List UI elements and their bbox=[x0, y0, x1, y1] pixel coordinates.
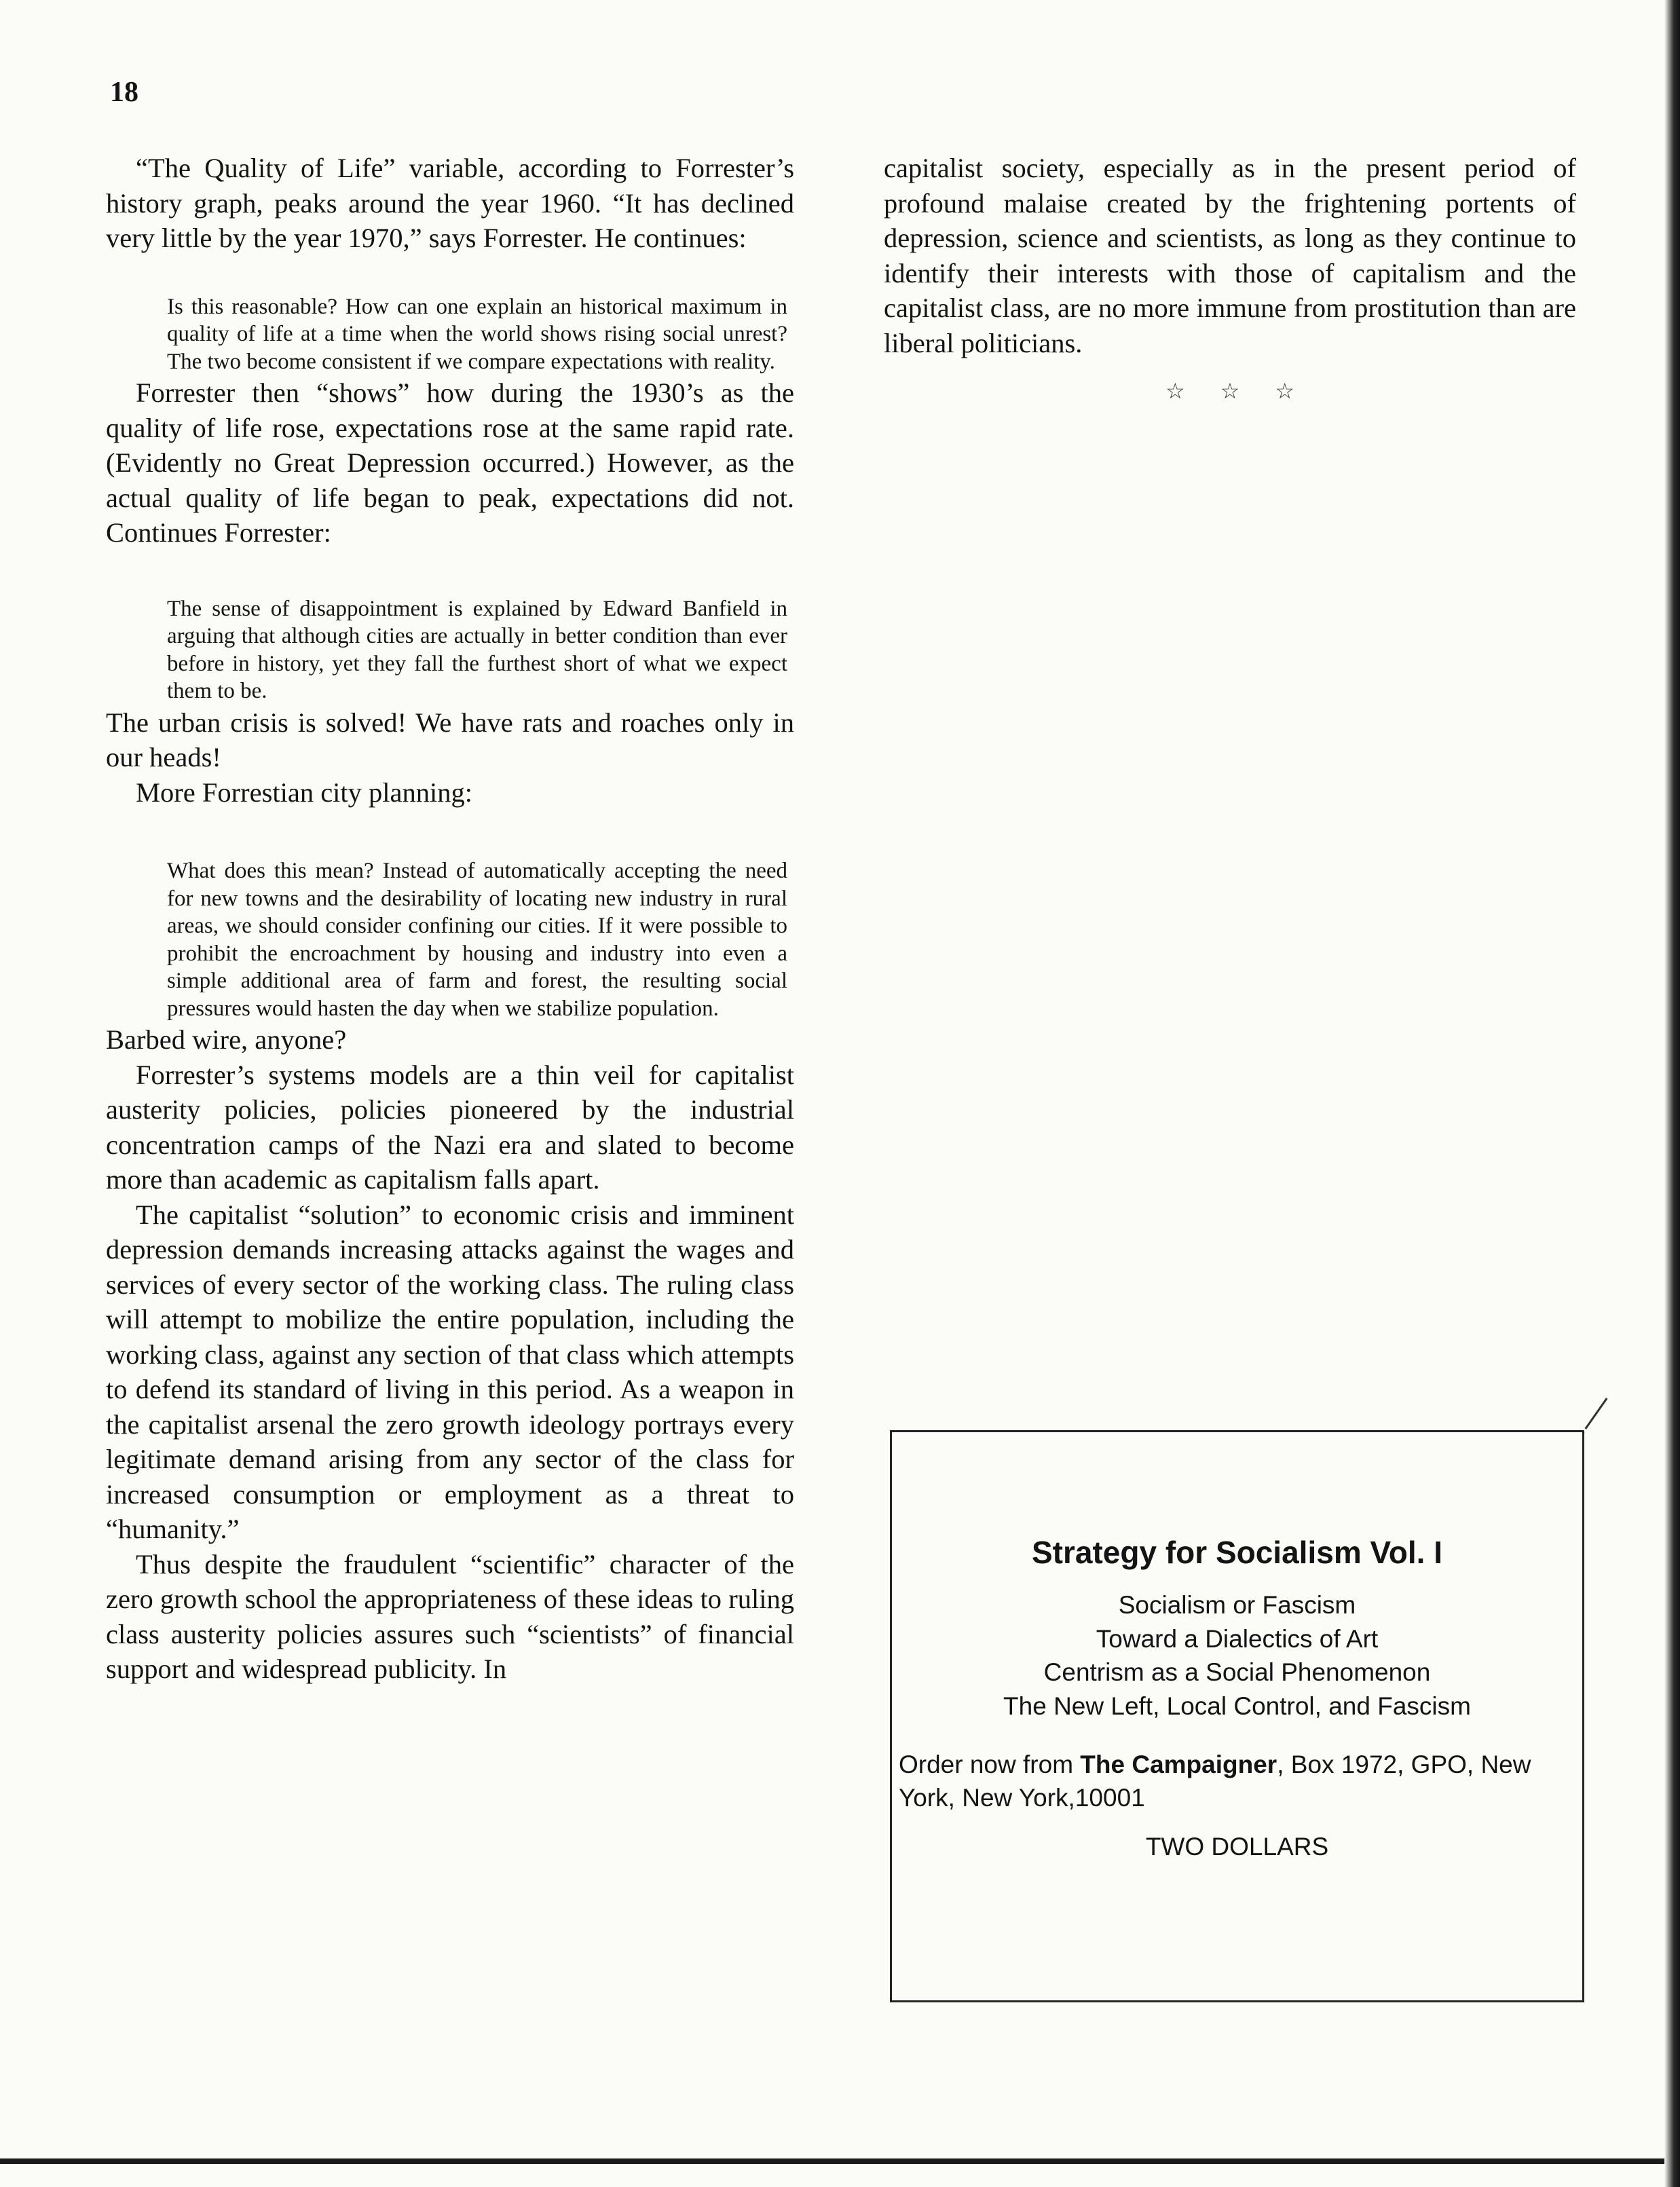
page-edge-shadow bbox=[1664, 0, 1680, 2187]
ad-title: Strategy for Socialism Vol. I bbox=[1032, 1535, 1442, 1570]
left-column bbox=[106, 151, 794, 1687]
page-number: 18 bbox=[110, 77, 138, 108]
ad-item: Toward a Dialectics of Art bbox=[1096, 1624, 1379, 1653]
publisher-name: The Campaigner bbox=[1080, 1751, 1277, 1778]
paragraph: The urban crisis is solved! We have rats and roaches only in our heads! bbox=[106, 707, 794, 772]
paragraph: More Forrestian city planning: bbox=[136, 777, 473, 808]
box-corner-mark bbox=[1584, 1398, 1607, 1429]
order-prefix: Order now from bbox=[899, 1751, 1081, 1778]
ad-price: TWO DOLLARS bbox=[1145, 1833, 1329, 1861]
block-quote: What does this mean? Instead of automatically accepting the need for new towns and the desirability of locating new industry in rural areas, we should consider confining our cities. If it were possible to prohibit the encroachment by housing and industry into even a simple additional area of farm and forest, the resulting social pressures would hasten the day when we stabilize population. bbox=[167, 859, 787, 1021]
right-column bbox=[884, 151, 1576, 404]
paragraph: Thus despite the fraudulent “scientific” character of the zero growth school the appropriateness of these ideas to ruling class austerity policies assures such “scientists” of financial support and widespread publicity. In bbox=[106, 1548, 794, 1684]
paragraph: capitalist society, especially as in the present period of profound malaise created by the frightening portents of depression, science and scientists, as long as they continue to identify their interests with those of capitalism and the capitalist class, are no more immune from prostitution than are liberal politicians. bbox=[884, 153, 1576, 358]
block-quote: Is this reasonable? How can one explain an historical maximum in quality of life at a time when the world shows rising social unrest? The two become consistent if we compare expectations with reality. bbox=[167, 294, 787, 374]
paragraph: “The Quality of Life” variable, according to Forrester’s history graph, peaks around the year 1960. “It has declined very little by the year 1970,” says Forrester. He continues: bbox=[106, 153, 794, 253]
ad-item: The New Left, Local Control, and Fascism bbox=[1003, 1691, 1471, 1720]
paragraph: Forrester’s systems models are a thin veil for capitalist austerity policies, policies pioneered by the industrial concentration camps of the Nazi era and slated to become more than academic as capitalism falls apart. bbox=[106, 1059, 794, 1195]
paragraph: Forrester then “shows” how during the 1930’s as the quality of life rose, expectations rose at the same rapid rate. (Evidently no Great Depression occurred.) However, as the actual quality of life began to peak, expectations did not. Continues Forrester: bbox=[106, 377, 794, 548]
paragraph: The capitalist “solution” to economic crisis and imminent depression demands increasing attacks against the wages and services of every sector of the working class. The ruling class will attempt to mobilize the entire population, including the working class, against any section of that class which attempts to defend its standard of living in this period. As a weapon in the capitalist arsenal the zero growth ideology portrays every legitimate demand arising from any sector of the class for increased consumption or employment as a threat to “humanity.” bbox=[106, 1199, 794, 1544]
section-break-stars: ☆☆☆ bbox=[1165, 379, 1330, 403]
ad-item: Socialism or Fascism bbox=[1118, 1591, 1356, 1619]
ad-item: Centrism as a Social Phenomenon bbox=[1043, 1658, 1431, 1686]
order-address: , Box 1972, GPO, New York, New York,10001 bbox=[899, 1751, 1531, 1812]
bottom-rule bbox=[0, 2158, 1680, 2164]
ad-order-info bbox=[899, 1748, 1575, 1814]
block-quote: The sense of disappointment is explained by Edward Banfield in arguing that although cities are actually in better condition than ever before in history, yet they fall the furthest short of what we expect them to be. bbox=[167, 596, 787, 703]
paragraph: Barbed wire, anyone? bbox=[106, 1024, 347, 1055]
advertisement-box bbox=[890, 1430, 1584, 2002]
ad-contents-list bbox=[892, 1588, 1582, 1723]
